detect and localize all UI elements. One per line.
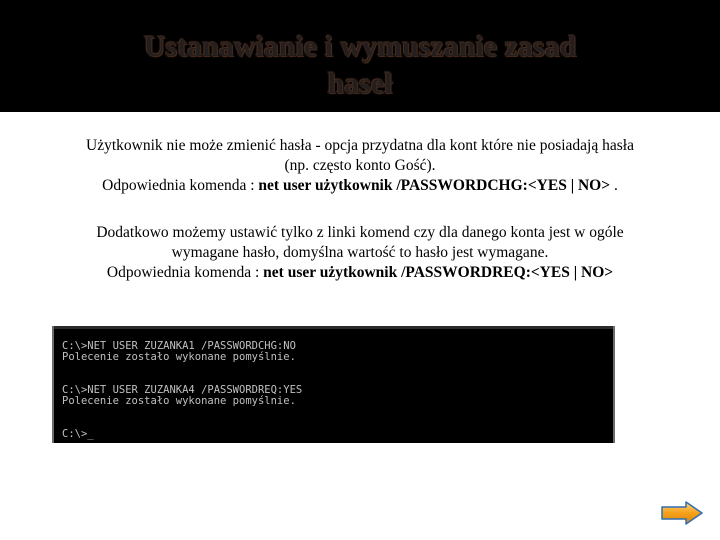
- right-arrow-icon: [660, 500, 704, 526]
- command-prefix: Odpowiednia komenda :: [102, 177, 259, 194]
- paragraph-line: (np. często konto Gość).: [284, 157, 436, 174]
- next-slide-button[interactable]: [660, 500, 704, 526]
- command-line: [20, 263, 700, 283]
- console-top-edge: [54, 326, 613, 329]
- console-line: C:\>NET USER ZUZANKA4 /PASSWORDREQ:YES: [62, 384, 303, 396]
- command-prefix: Odpowiednia komenda :: [106, 264, 264, 281]
- console-prompt: C:\>_: [62, 428, 94, 440]
- paragraph-passwordreq: [20, 223, 700, 283]
- command-text: net user użytkownik /PASSWORDCHG:<YES | NO>: [258, 177, 611, 194]
- command-suffix: .: [610, 177, 618, 194]
- console-line: C:\>NET USER ZUZANKA1 /PASSWORDCHG:NO: [62, 340, 296, 352]
- command-line: [20, 176, 700, 196]
- paragraph-line: wymagane hasło, domyślna wartość to hasło jest wymagane.: [171, 244, 549, 261]
- console-line: Polecenie zostało wykonane pomyślnie.: [62, 395, 296, 407]
- slide-title: [0, 28, 720, 102]
- slide-title-line-1: Ustanawianie i wymuszanie zasad: [143, 30, 577, 63]
- paragraph-line: Dodatkowo możemy ustawić tylko z linki komend czy dla danego konta jest w ogóle: [96, 224, 624, 241]
- paragraph-line: Użytkownik nie może zmienić hasła - opcja przydatna dla kont które nie posiadają hasła: [86, 137, 634, 154]
- slide-title-line-2: haseł: [327, 67, 393, 100]
- console-screenshot: [52, 326, 615, 443]
- console-line: Polecenie zostało wykonane pomyślnie.: [62, 351, 296, 363]
- command-text: net user użytkownik /PASSWORDREQ:<YES | NO>: [263, 264, 614, 281]
- paragraph-passwordchg: [20, 136, 700, 196]
